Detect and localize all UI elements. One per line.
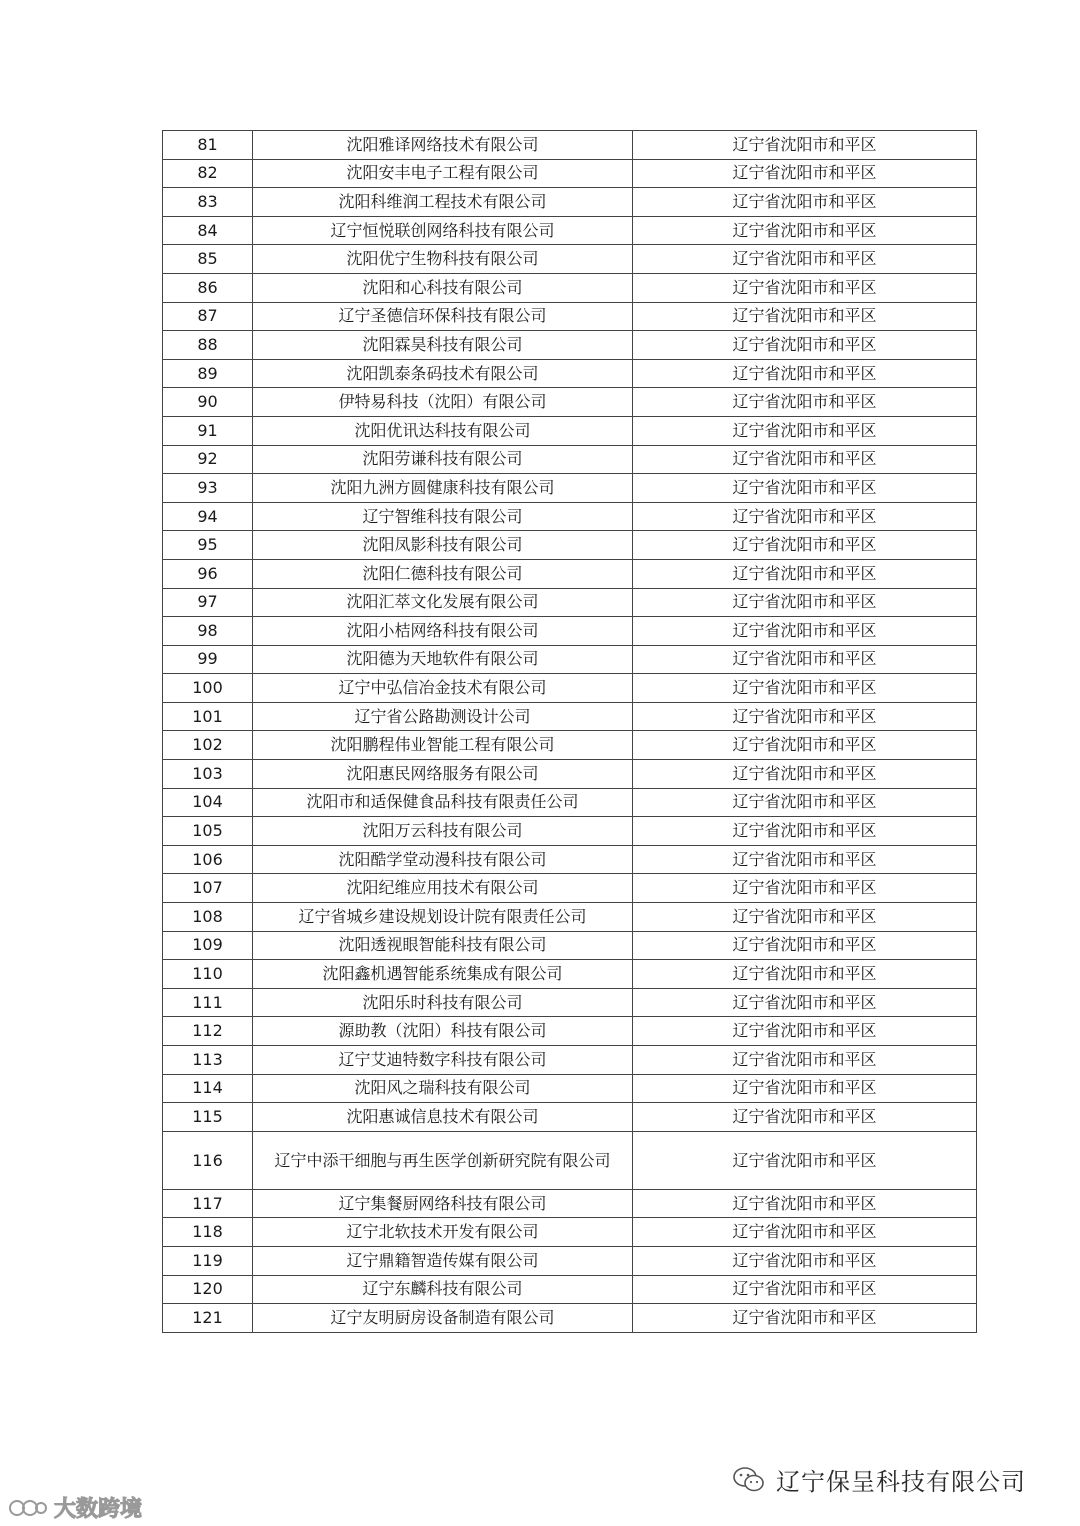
row-number-cell: 108 xyxy=(163,903,253,932)
company-name-cell: 沈阳霖昊科技有限公司 xyxy=(253,331,633,360)
row-number-cell: 86 xyxy=(163,273,253,302)
region-cell: 辽宁省沈阳市和平区 xyxy=(633,1074,977,1103)
company-name-cell: 辽宁东麟科技有限公司 xyxy=(253,1275,633,1304)
company-name-cell: 沈阳小桔网络科技有限公司 xyxy=(253,617,633,646)
company-name-cell: 辽宁智维科技有限公司 xyxy=(253,502,633,531)
row-number-cell: 96 xyxy=(163,559,253,588)
row-number-cell: 117 xyxy=(163,1189,253,1218)
region-cell: 辽宁省沈阳市和平区 xyxy=(633,131,977,160)
table-row xyxy=(163,1189,977,1218)
company-name-cell: 沈阳劳谦科技有限公司 xyxy=(253,445,633,474)
table-row xyxy=(163,760,977,789)
region-cell: 辽宁省沈阳市和平区 xyxy=(633,1017,977,1046)
table-row xyxy=(163,988,977,1017)
company-name-cell: 沈阳市和适保健食品科技有限责任公司 xyxy=(253,788,633,817)
row-number-cell: 104 xyxy=(163,788,253,817)
row-number-cell: 87 xyxy=(163,302,253,331)
row-number-cell: 84 xyxy=(163,216,253,245)
table-row xyxy=(163,359,977,388)
company-name-cell: 辽宁鼎籍智造传媒有限公司 xyxy=(253,1246,633,1275)
company-name-cell: 辽宁圣德信环保科技有限公司 xyxy=(253,302,633,331)
region-cell: 辽宁省沈阳市和平区 xyxy=(633,960,977,989)
table-row xyxy=(163,188,977,217)
table-row xyxy=(163,302,977,331)
region-cell: 辽宁省沈阳市和平区 xyxy=(633,416,977,445)
region-cell: 辽宁省沈阳市和平区 xyxy=(633,245,977,274)
row-number-cell: 89 xyxy=(163,359,253,388)
table-row xyxy=(163,1046,977,1075)
row-number-cell: 92 xyxy=(163,445,253,474)
company-name-cell: 辽宁中添干细胞与再生医学创新研究院有限公司 xyxy=(253,1131,633,1189)
region-cell: 辽宁省沈阳市和平区 xyxy=(633,817,977,846)
region-cell: 辽宁省沈阳市和平区 xyxy=(633,359,977,388)
table-row xyxy=(163,788,977,817)
table-row xyxy=(163,588,977,617)
company-name-cell: 沈阳凯泰条码技术有限公司 xyxy=(253,359,633,388)
table-body xyxy=(163,131,977,1333)
company-name-cell: 沈阳透视眼智能科技有限公司 xyxy=(253,931,633,960)
row-number-cell: 101 xyxy=(163,702,253,731)
region-cell: 辽宁省沈阳市和平区 xyxy=(633,702,977,731)
table-row xyxy=(163,931,977,960)
region-cell: 辽宁省沈阳市和平区 xyxy=(633,988,977,1017)
row-number-cell: 99 xyxy=(163,645,253,674)
table-row xyxy=(163,559,977,588)
row-number-cell: 105 xyxy=(163,817,253,846)
wechat-icon xyxy=(732,1465,766,1495)
table-row xyxy=(163,159,977,188)
company-name-cell: 沈阳德为天地软件有限公司 xyxy=(253,645,633,674)
table-row xyxy=(163,731,977,760)
company-name-cell: 沈阳酷学堂动漫科技有限公司 xyxy=(253,845,633,874)
region-cell: 辽宁省沈阳市和平区 xyxy=(633,216,977,245)
region-cell: 辽宁省沈阳市和平区 xyxy=(633,760,977,789)
table-row xyxy=(163,1103,977,1132)
region-cell: 辽宁省沈阳市和平区 xyxy=(633,474,977,503)
row-number-cell: 85 xyxy=(163,245,253,274)
row-number-cell: 106 xyxy=(163,845,253,874)
row-number-cell: 102 xyxy=(163,731,253,760)
table-row xyxy=(163,445,977,474)
table-row xyxy=(163,960,977,989)
row-number-cell: 93 xyxy=(163,474,253,503)
region-cell: 辽宁省沈阳市和平区 xyxy=(633,1131,977,1189)
watermark xyxy=(8,1492,142,1523)
company-name-cell: 沈阳惠诚信息技术有限公司 xyxy=(253,1103,633,1132)
table-row xyxy=(163,245,977,274)
region-cell: 辽宁省沈阳市和平区 xyxy=(633,1103,977,1132)
footer-brand xyxy=(732,1462,1026,1497)
table-row xyxy=(163,216,977,245)
company-name-cell: 辽宁友明厨房设备制造有限公司 xyxy=(253,1304,633,1333)
company-name-cell: 沈阳优宁生物科技有限公司 xyxy=(253,245,633,274)
region-cell: 辽宁省沈阳市和平区 xyxy=(633,617,977,646)
company-list-table xyxy=(162,130,977,1333)
region-cell: 辽宁省沈阳市和平区 xyxy=(633,1218,977,1247)
company-name-cell: 沈阳九洲方圆健康科技有限公司 xyxy=(253,474,633,503)
company-name-cell: 源助教（沈阳）科技有限公司 xyxy=(253,1017,633,1046)
region-cell: 辽宁省沈阳市和平区 xyxy=(633,1189,977,1218)
company-name-cell: 沈阳科维润工程技术有限公司 xyxy=(253,188,633,217)
table-row xyxy=(163,474,977,503)
row-number-cell: 95 xyxy=(163,531,253,560)
row-number-cell: 103 xyxy=(163,760,253,789)
row-number-cell: 116 xyxy=(163,1131,253,1189)
table-row xyxy=(163,531,977,560)
table-row xyxy=(163,416,977,445)
company-name-cell: 沈阳纪维应用技术有限公司 xyxy=(253,874,633,903)
region-cell: 辽宁省沈阳市和平区 xyxy=(633,1046,977,1075)
region-cell: 辽宁省沈阳市和平区 xyxy=(633,331,977,360)
region-cell: 辽宁省沈阳市和平区 xyxy=(633,645,977,674)
footer-brand-text: 辽宁保呈科技有限公司 xyxy=(776,1468,1026,1496)
region-cell: 辽宁省沈阳市和平区 xyxy=(633,845,977,874)
table-row xyxy=(163,645,977,674)
table-row xyxy=(163,388,977,417)
company-name-cell: 沈阳安丰电子工程有限公司 xyxy=(253,159,633,188)
row-number-cell: 91 xyxy=(163,416,253,445)
row-number-cell: 90 xyxy=(163,388,253,417)
company-name-cell: 沈阳风之瑞科技有限公司 xyxy=(253,1074,633,1103)
company-name-cell: 沈阳乐时科技有限公司 xyxy=(253,988,633,1017)
region-cell: 辽宁省沈阳市和平区 xyxy=(633,931,977,960)
table-row xyxy=(163,1218,977,1247)
row-number-cell: 88 xyxy=(163,331,253,360)
company-name-cell: 辽宁恒悦联创网络科技有限公司 xyxy=(253,216,633,245)
company-name-cell: 沈阳和心科技有限公司 xyxy=(253,273,633,302)
region-cell: 辽宁省沈阳市和平区 xyxy=(633,273,977,302)
table-row xyxy=(163,1017,977,1046)
region-cell: 辽宁省沈阳市和平区 xyxy=(633,188,977,217)
row-number-cell: 98 xyxy=(163,617,253,646)
company-name-cell: 沈阳优讯达科技有限公司 xyxy=(253,416,633,445)
region-cell: 辽宁省沈阳市和平区 xyxy=(633,302,977,331)
table-row xyxy=(163,331,977,360)
region-cell: 辽宁省沈阳市和平区 xyxy=(633,159,977,188)
region-cell: 辽宁省沈阳市和平区 xyxy=(633,903,977,932)
company-name-cell: 沈阳惠民网络服务有限公司 xyxy=(253,760,633,789)
company-name-cell: 沈阳鹏程伟业智能工程有限公司 xyxy=(253,731,633,760)
row-number-cell: 94 xyxy=(163,502,253,531)
table-row xyxy=(163,1275,977,1304)
region-cell: 辽宁省沈阳市和平区 xyxy=(633,1246,977,1275)
region-cell: 辽宁省沈阳市和平区 xyxy=(633,502,977,531)
company-name-cell: 辽宁集餐厨网络科技有限公司 xyxy=(253,1189,633,1218)
row-number-cell: 120 xyxy=(163,1275,253,1304)
table-row xyxy=(163,874,977,903)
row-number-cell: 82 xyxy=(163,159,253,188)
region-cell: 辽宁省沈阳市和平区 xyxy=(633,674,977,703)
company-name-cell: 辽宁省城乡建设规划设计院有限责任公司 xyxy=(253,903,633,932)
row-number-cell: 113 xyxy=(163,1046,253,1075)
region-cell: 辽宁省沈阳市和平区 xyxy=(633,1304,977,1333)
row-number-cell: 121 xyxy=(163,1304,253,1333)
table-row xyxy=(163,1246,977,1275)
region-cell: 辽宁省沈阳市和平区 xyxy=(633,788,977,817)
row-number-cell: 114 xyxy=(163,1074,253,1103)
table-row xyxy=(163,903,977,932)
watermark-text: 大数跨境 xyxy=(54,1497,143,1522)
table-row xyxy=(163,1304,977,1333)
company-name-cell: 辽宁中弘信冶金技术有限公司 xyxy=(253,674,633,703)
company-name-cell: 沈阳雅译网络技术有限公司 xyxy=(253,131,633,160)
table-row xyxy=(163,1074,977,1103)
table-row xyxy=(163,502,977,531)
row-number-cell: 83 xyxy=(163,188,253,217)
company-name-cell: 辽宁省公路勘测设计公司 xyxy=(253,702,633,731)
company-name-cell: 沈阳鑫机遇智能系统集成有限公司 xyxy=(253,960,633,989)
watermark-logo-icon xyxy=(8,1496,48,1520)
table-row xyxy=(163,1131,977,1189)
table-row xyxy=(163,702,977,731)
row-number-cell: 118 xyxy=(163,1218,253,1247)
region-cell: 辽宁省沈阳市和平区 xyxy=(633,388,977,417)
row-number-cell: 107 xyxy=(163,874,253,903)
table-row xyxy=(163,817,977,846)
table-row xyxy=(163,617,977,646)
company-name-cell: 辽宁北软技术开发有限公司 xyxy=(253,1218,633,1247)
company-name-cell: 沈阳万云科技有限公司 xyxy=(253,817,633,846)
company-name-cell: 伊特易科技（沈阳）有限公司 xyxy=(253,388,633,417)
row-number-cell: 110 xyxy=(163,960,253,989)
row-number-cell: 100 xyxy=(163,674,253,703)
region-cell: 辽宁省沈阳市和平区 xyxy=(633,559,977,588)
row-number-cell: 115 xyxy=(163,1103,253,1132)
region-cell: 辽宁省沈阳市和平区 xyxy=(633,874,977,903)
company-name-cell: 沈阳仁德科技有限公司 xyxy=(253,559,633,588)
company-name-cell: 辽宁艾迪特数字科技有限公司 xyxy=(253,1046,633,1075)
row-number-cell: 112 xyxy=(163,1017,253,1046)
table-row xyxy=(163,131,977,160)
region-cell: 辽宁省沈阳市和平区 xyxy=(633,445,977,474)
region-cell: 辽宁省沈阳市和平区 xyxy=(633,731,977,760)
row-number-cell: 119 xyxy=(163,1246,253,1275)
row-number-cell: 97 xyxy=(163,588,253,617)
table-row xyxy=(163,845,977,874)
region-cell: 辽宁省沈阳市和平区 xyxy=(633,1275,977,1304)
row-number-cell: 109 xyxy=(163,931,253,960)
region-cell: 辽宁省沈阳市和平区 xyxy=(633,588,977,617)
row-number-cell: 111 xyxy=(163,988,253,1017)
company-name-cell: 沈阳汇萃文化发展有限公司 xyxy=(253,588,633,617)
row-number-cell: 81 xyxy=(163,131,253,160)
region-cell: 辽宁省沈阳市和平区 xyxy=(633,531,977,560)
table-row xyxy=(163,674,977,703)
company-name-cell: 沈阳凤影科技有限公司 xyxy=(253,531,633,560)
table-row xyxy=(163,273,977,302)
